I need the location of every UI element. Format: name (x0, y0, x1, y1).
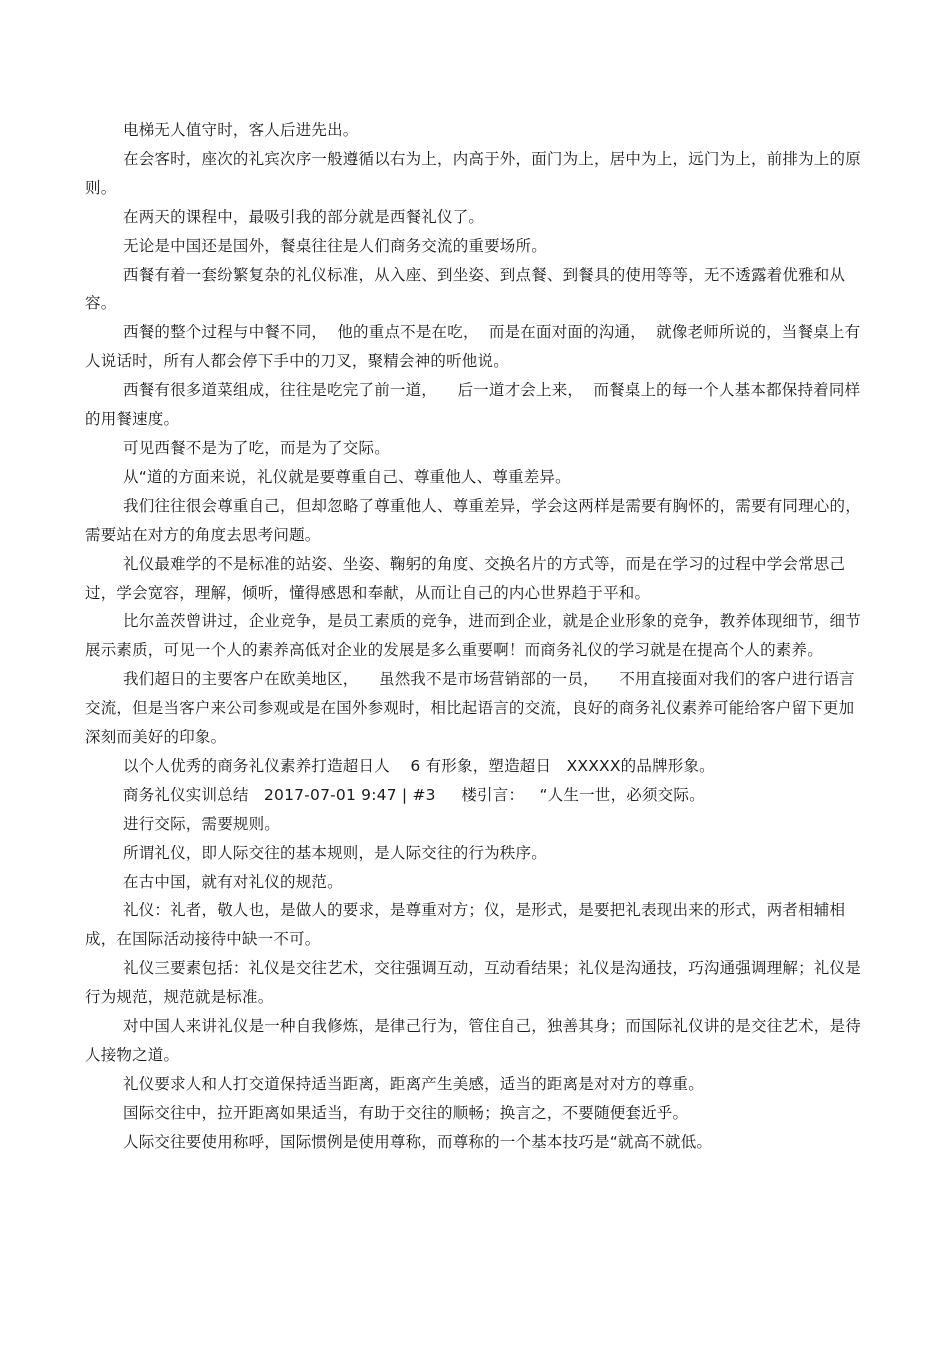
paragraph: 国际交往中，拉开距离如果适当，有助于交往的顺畅；换言之，不要随便套近乎。 (123, 1103, 689, 1122)
paragraph: 无论是中国还是国外，餐桌往往是人们商务交流的重要场所。 (123, 236, 547, 255)
paragraph: 商务礼仪实训总结 2017-07-01 9:47 | #3 楼引言： “人生一世，必须交际。 (123, 785, 705, 804)
paragraph: 在古中国，就有对礼仪的规范。 (123, 872, 343, 891)
paragraph: 人际交往要使用称呼，国际惯例是使用尊称，而尊称的一个基本技巧是“就高不就低。 (123, 1132, 713, 1151)
paragraph: 比尔盖茨曾讲过，企业竞争，是员工素质的竞争，进而到企业，就是企业形象的竞争，教养体现细节，细节展示素质，可见一个人的素养高低对企业的发展是多么重要啊！而商务礼仪的学习就是在提高个人的素养。 (85, 612, 861, 660)
paragraph: 礼仪三要素包括：礼仪是交往艺术，交往强调互动，互动看结果；礼仪是沟通技，巧沟通强调理解；礼仪是行为规范，规范就是标准。 (85, 959, 861, 1007)
paragraph: 西餐的整个过程与中餐不同， 他的重点不是在吃， 而是在面对面的沟通， 就像老师所说的，当餐桌上有人说话时，所有人都会停下手中的刀叉，聚精会神的听他说。 (85, 323, 861, 371)
paragraph: 可见西餐不是为了吃，而是为了交际。 (123, 438, 390, 457)
document-body (85, 116, 865, 1157)
paragraph: 进行交际，需要规则。 (123, 814, 281, 833)
paragraph: 礼仪：礼者，敬人也，是做人的要求，是尊重对方；仪，是形式，是要把礼表现出来的形式，两者相辅相成，在国际活动接待中缺一不可。 (85, 901, 846, 949)
paragraph: 西餐有很多道菜组成，往往是吃完了前一道， 后一道才会上来， 而餐桌上的每一个人基本都保持着同样的用餐速度。 (85, 381, 861, 429)
paragraph: 电梯无人值守时，客人后进先出。 (123, 121, 359, 139)
paragraph: 西餐有着一套纷繁复杂的礼仪标准，从入座、到坐姿、到点餐、到餐具的使用等等，无不透露着优雅和从容。 (85, 265, 846, 313)
paragraph: 礼仪最难学的不是标准的站姿、坐姿、鞠躬的角度、交换名片的方式等，而是在学习的过程中学会常思己过，学会宽容，理解，倾听，懂得感恩和奉献，从而让自己的内心世界趋于平和。 (85, 554, 846, 602)
paragraph: 在会客时，座次的礼宾次序一般遵循以右为上，内高于外，面门为上，居中为上，远门为上，前排为上的原则。 (85, 149, 861, 197)
paragraph: 所谓礼仪，即人际交往的基本规则，是人际交往的行为秩序。 (123, 843, 547, 862)
paragraph: 从“道的方面来说，礼仪就是要尊重自己、尊重他人、尊重差异。 (123, 467, 571, 486)
paragraph: 对中国人来讲礼仪是一种自我修炼，是律己行为，管住自己，独善其身；而国际礼仪讲的是交往艺术，是待人接物之道。 (85, 1017, 861, 1064)
paragraph: 我们往往很会尊重自己，但却忽略了尊重他人、尊重差异，学会这两样是需要有胸怀的，需要有同理心的，需要站在对方的角度去思考问题。 (85, 496, 861, 544)
paragraph: 以个人优秀的商务礼仪素养打造超日人 6 有形象，塑造超日 XXXXX的品牌形象。 (123, 756, 715, 775)
paragraph: 我们超日的主要客户在欧美地区， 虽然我不是市场营销部的一员， 不用直接面对我们的客户进行语言交流，但是当客户来公司参观或是在国外参观时，相比起语言的交流，良好的商务礼仪素养可能给客户留下更加深刻而美好的印象。 (85, 670, 855, 747)
paragraph: 礼仪要求人和人打交道保持适当距离，距离产生美感，适当的距离是对对方的尊重。 (123, 1074, 704, 1093)
paragraph: 在两天的课程中，最吸引我的部分就是西餐礼仪了。 (123, 207, 485, 226)
